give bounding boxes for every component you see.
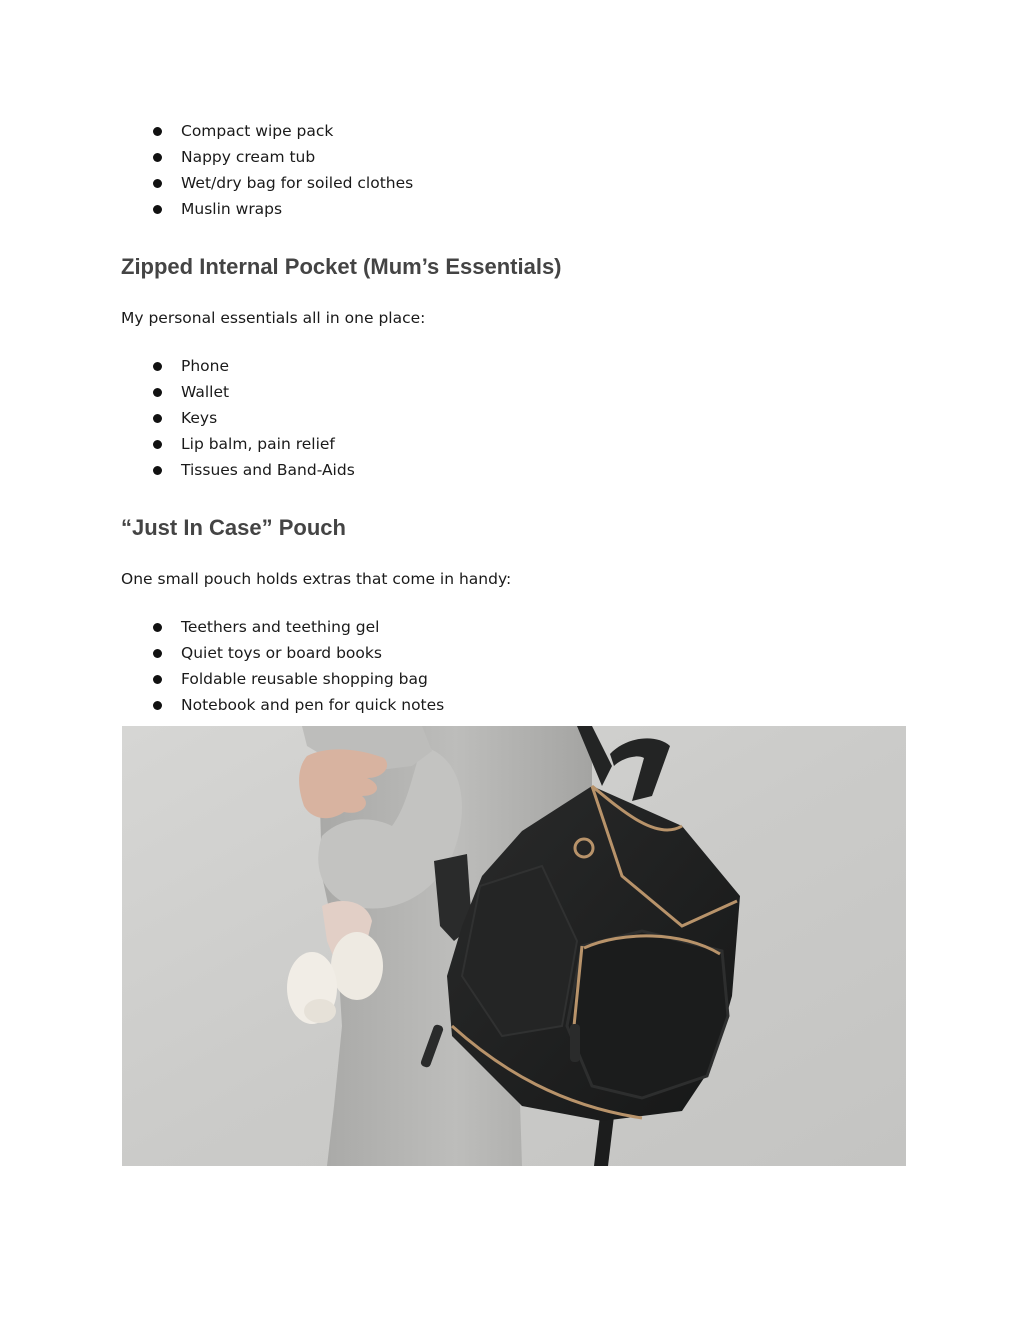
list-item: Compact wipe pack xyxy=(121,118,907,144)
bullet-icon xyxy=(153,701,162,710)
zipper-pull xyxy=(570,1024,580,1062)
list-item: Keys xyxy=(121,405,907,431)
list-item: Muslin wraps xyxy=(121,196,907,222)
section-intro-just-in-case: One small pouch holds extras that come in handy: xyxy=(121,570,512,588)
bullet-list-mum-essentials xyxy=(121,353,907,483)
list-item: Wet/dry bag for soiled clothes xyxy=(121,170,907,196)
list-item: Wallet xyxy=(121,379,907,405)
list-item: Lip balm, pain relief xyxy=(121,431,907,457)
bullet-icon xyxy=(153,362,162,371)
baby-sock xyxy=(331,932,383,1000)
list-item: Phone xyxy=(121,353,907,379)
list-item: Teethers and teething gel xyxy=(121,614,907,640)
bullet-list-just-in-case xyxy=(121,614,907,718)
section-intro-mum-essentials: My personal essentials all in one place: xyxy=(121,309,426,327)
list-item: Tissues and Band-Aids xyxy=(121,457,907,483)
backpack-front-pocket xyxy=(567,931,728,1098)
photo-illustration xyxy=(122,726,906,1166)
document-page xyxy=(121,118,907,718)
bullet-icon xyxy=(153,623,162,632)
bullet-list-top xyxy=(121,118,907,222)
bullet-icon xyxy=(153,388,162,397)
bullet-icon xyxy=(153,127,162,136)
list-item: Notebook and pen for quick notes xyxy=(121,692,907,718)
section-heading-mum-essentials: Zipped Internal Pocket (Mum’s Essentials) xyxy=(121,254,562,279)
baby-sock-heel xyxy=(304,999,336,1023)
bullet-icon xyxy=(153,675,162,684)
list-item: Quiet toys or board books xyxy=(121,640,907,666)
bullet-icon xyxy=(153,466,162,475)
bullet-icon xyxy=(153,440,162,449)
bullet-icon xyxy=(153,205,162,214)
list-item: Nappy cream tub xyxy=(121,144,907,170)
photo-parent-with-baby-and-backpack xyxy=(122,726,906,1166)
bullet-icon xyxy=(153,649,162,658)
section-heading-just-in-case: “Just In Case” Pouch xyxy=(121,515,346,540)
bullet-icon xyxy=(153,414,162,423)
bullet-icon xyxy=(153,153,162,162)
bullet-icon xyxy=(153,179,162,188)
list-item: Foldable reusable shopping bag xyxy=(121,666,907,692)
